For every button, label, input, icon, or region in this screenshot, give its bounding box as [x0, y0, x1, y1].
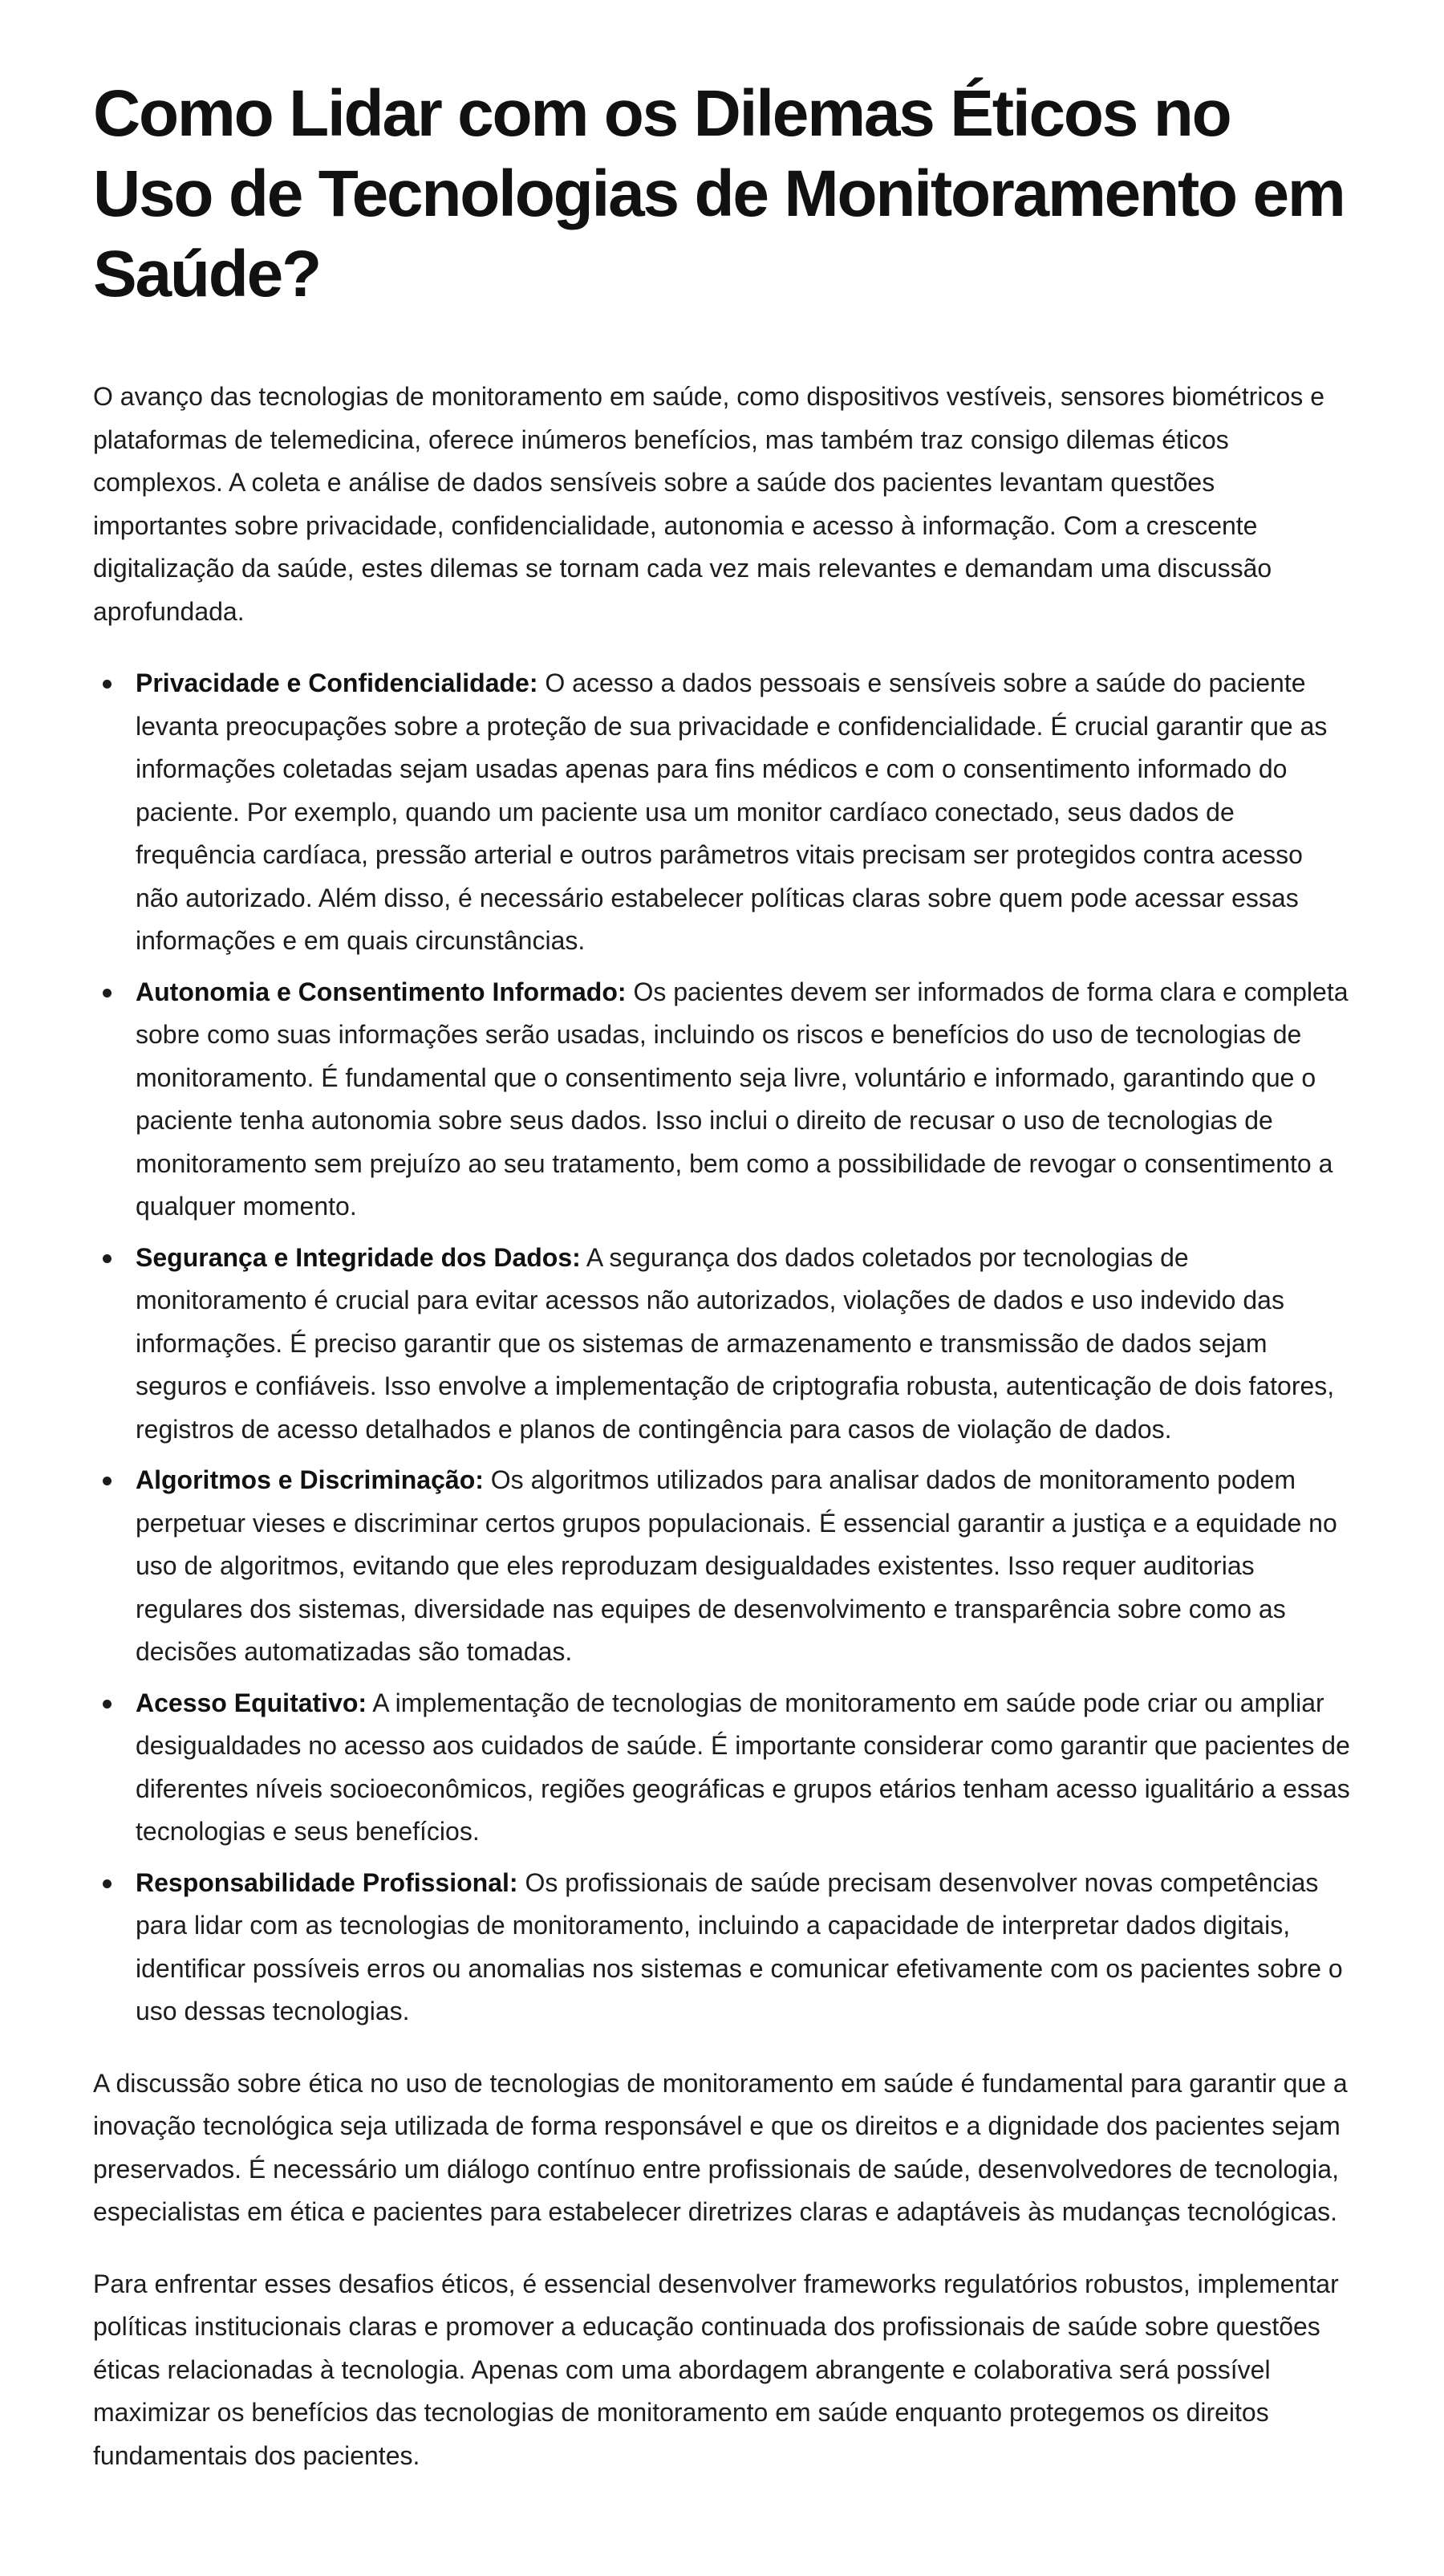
list-item-term: Acesso Equitativo: — [136, 1688, 367, 1717]
list-item-term: Privacidade e Confidencialidade: — [136, 668, 538, 697]
list-item-term: Segurança e Integridade dos Dados: — [136, 1242, 581, 1272]
bullet-icon — [103, 1700, 112, 1709]
bullet-icon — [103, 680, 112, 689]
intro-paragraph: O avanço das tecnologias de monitoramento em saúde, como dispositivos vestíveis, sensores biométricos e plataformas de telemedicina, oferece inúmeros benefícios, mas também traz consigo dilemas éticos complexos. A coleta e análise de dados sensíveis sobre a saúde dos pacientes levantam questões importantes sobre privacidade, confidencialidade, autonomia e acesso à informação. Com a crescente digitalização da saúde, estes dilemas se tornam cada vez mais relevantes e demandam uma discussão aprofundada. — [93, 382, 1324, 626]
bullet-icon — [103, 1879, 112, 1888]
list-item-security — [93, 1237, 1351, 1452]
list-item-term: Algoritmos e Discriminação: — [136, 1465, 484, 1494]
bullet-icon — [103, 1254, 112, 1263]
page-title: Como Lidar com os Dilemas Éticos no Uso de Tecnologias de Monitoramento em Saúde? — [93, 77, 1345, 311]
list-item-text: O acesso a dados pessoais e sensíveis sobre a saúde do paciente levanta preocupações sobre a proteção de sua privacidade e confidencialidade. É crucial garantir que as informações coletadas sejam usadas apenas para fins médicos e com o consentimento informado do paciente. Por exemplo, quando um paciente usa um monitor cardíaco conectado, seus dados de frequência cardíaca, pressão arterial e outros parâmetros vitais precisam ser protegidos contra acesso não autorizado. Além disso, é necessário estabelecer políticas claras sobre quem pode acessar essas informações e em quais circunstâncias. — [136, 668, 1328, 955]
ethics-bullet-list — [93, 662, 1351, 2034]
list-item-privacy — [93, 662, 1351, 963]
list-item-responsibility — [93, 1862, 1351, 2034]
list-item-text: A implementação de tecnologias de monitoramento em saúde pode criar ou ampliar desigualdades no acesso aos cuidados de saúde. É importante considerar como garantir que pacientes de diferentes níveis socioeconômicos, regiões geográficas e grupos etários tenham acesso igualitário a essas tecnologias e seus benefícios. — [136, 1688, 1350, 1846]
list-item-text: A segurança dos dados coletados por tecnologias de monitoramento é crucial para evitar acessos não autorizados, violações de dados e uso indevido das informações. É preciso garantir que os sistemas de armazenamento e transmissão de dados sejam seguros e confiáveis. Isso envolve a implementação de criptografia robusta, autenticação de dois fatores, registros de acesso detalhados e planos de contingência para casos de violação de dados. — [136, 1242, 1335, 1444]
conclusion-paragraph: A discussão sobre ética no uso de tecnologias de monitoramento em saúde é fundamental para garantir que a inovação tecnológica seja utilizada de forma responsável e que os direitos e a dignidade dos pacientes sejam preservados. É necessário um diálogo contínuo entre profissionais de saúde, desenvolvedores de tecnologia, especialistas em ética e pacientes para estabelecer diretrizes claras e adaptáveis às mudanças tecnológicas. — [93, 2068, 1348, 2226]
list-item-text: Os algoritmos utilizados para analisar dados de monitoramento podem perpetuar vieses e discriminar certos grupos populacionais. É essencial garantir a justiça e a equidade no uso de algoritmos, evitando que eles reproduzam desigualdades existentes. Isso requer auditorias regulares dos sistemas, diversidade nas equipes de desenvolvimento e transparência sobre como as decisões automatizadas são tomadas. — [136, 1465, 1337, 1666]
closing-paragraph: Para enfrentar esses desafios éticos, é essencial desenvolver frameworks regulatórios robustos, implementar políticas institucionais claras e promover a educação continuada dos profissionais de saúde sobre questões éticas relacionadas à tecnologia. Apenas com uma abordagem abrangente e colaborativa será possível maximizar os benefícios das tecnologias de monitoramento em saúde enquanto protegemos os direitos fundamentais dos pacientes. — [93, 2269, 1339, 2470]
list-item-access — [93, 1682, 1351, 1854]
bullet-icon — [103, 1477, 112, 1485]
list-item-text: Os pacientes devem ser informados de forma clara e completa sobre como suas informações serão usadas, incluindo os riscos e benefícios do uso de tecnologias de monitoramento. É fundamental que o consentimento seja livre, voluntário e informado, garantindo que o paciente tenha autonomia sobre seus dados. Isso inclui o direito de recusar o uso de tecnologias de monitoramento sem prejuízo ao seu tratamento, bem como a possibilidade de revogar o consentimento a qualquer momento. — [136, 977, 1349, 1221]
bullet-icon — [103, 989, 112, 997]
list-item-term: Autonomia e Consentimento Informado: — [136, 977, 627, 1006]
list-item-algorithms — [93, 1459, 1351, 1674]
list-item-term: Responsabilidade Profissional: — [136, 1867, 518, 1897]
list-item-autonomy — [93, 971, 1351, 1229]
list-item-text: Os profissionais de saúde precisam desenvolver novas competências para lidar com as tecnologias de monitoramento, incluindo a capacidade de interpretar dados digitais, identificar possíveis erros ou anomalias nos sistemas e comunicar efetivamente com os pacientes sobre o uso dessas tecnologias. — [136, 1867, 1343, 2025]
